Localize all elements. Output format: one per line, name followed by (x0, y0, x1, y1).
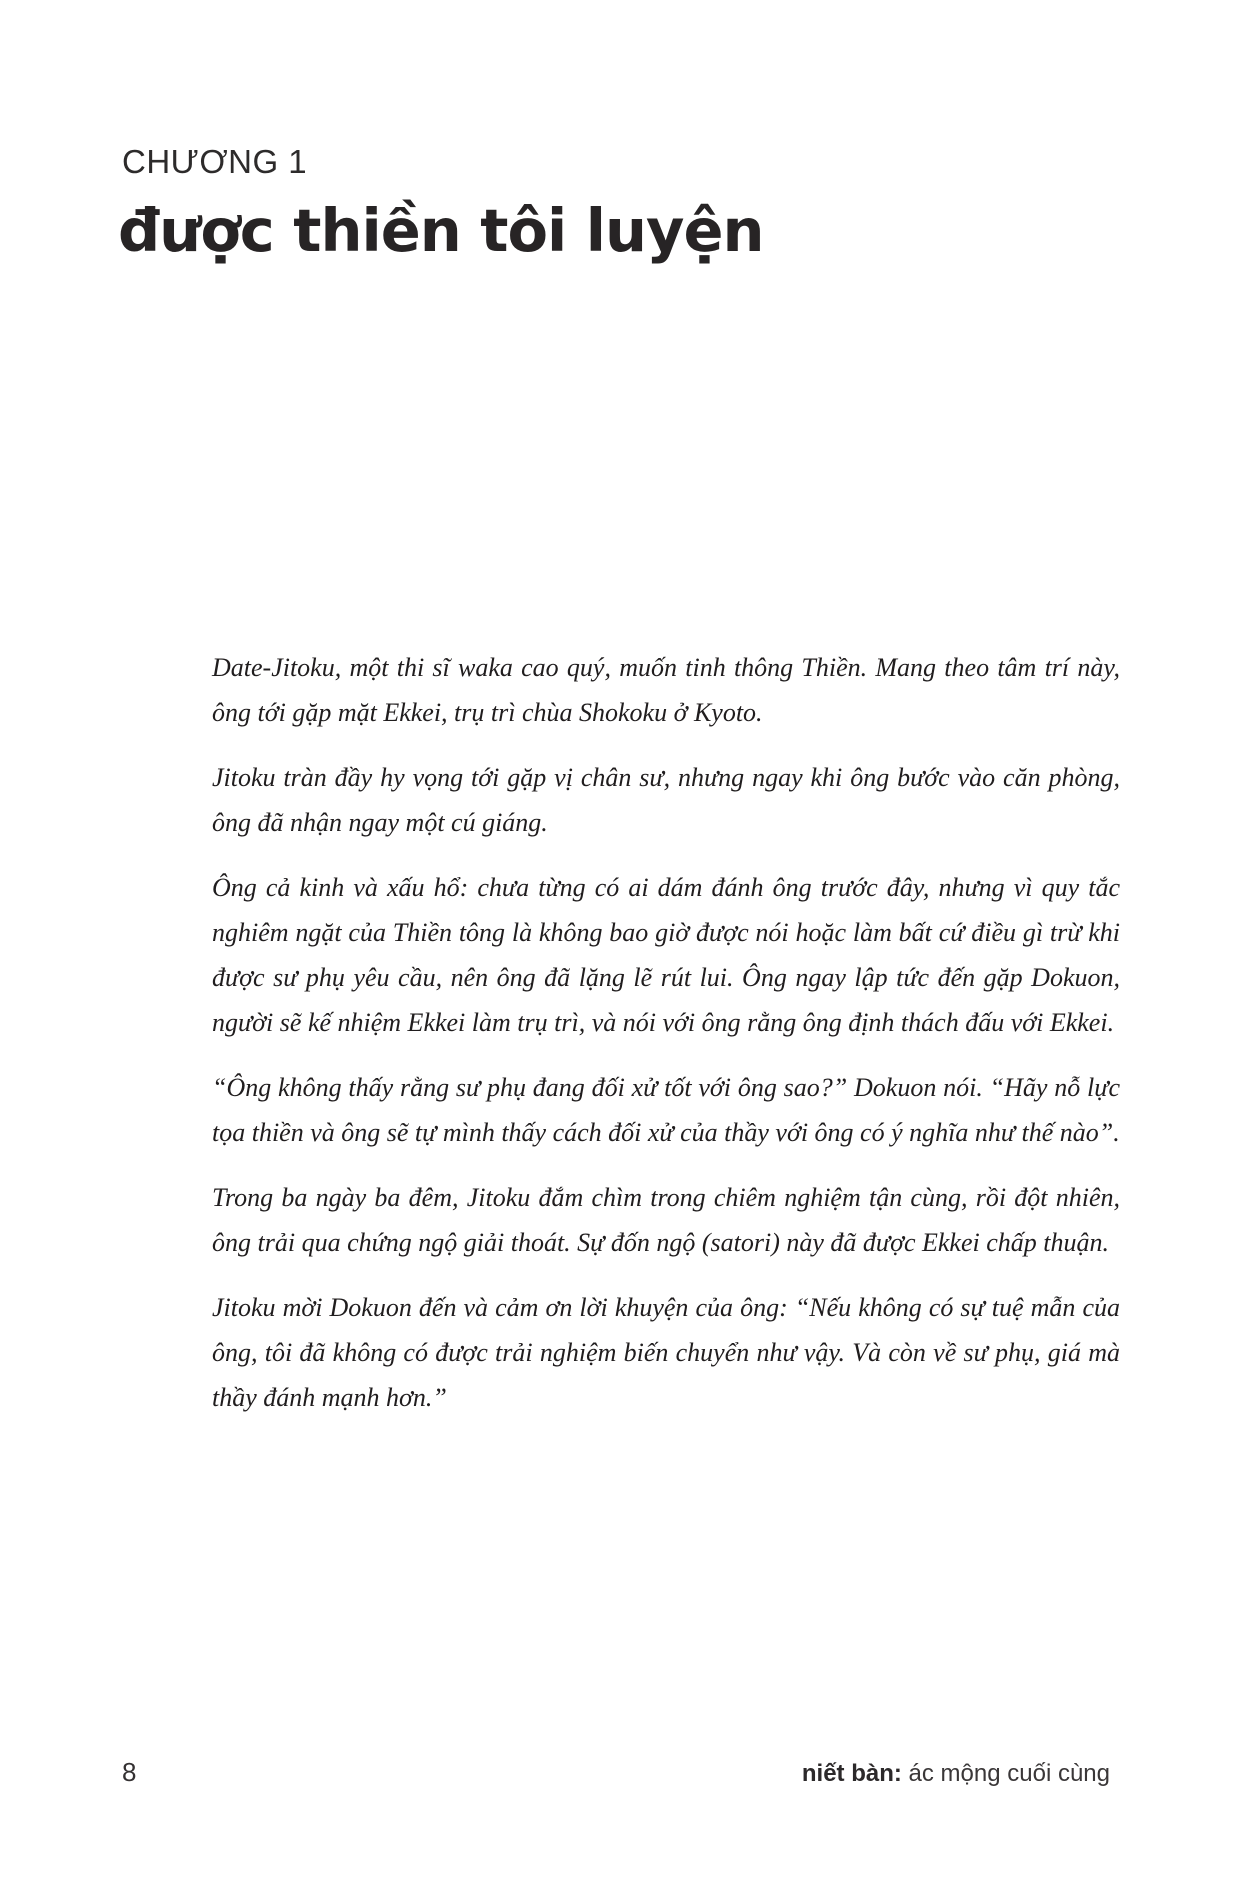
page-footer (122, 1757, 1110, 1788)
running-title-subtitle: ác mộng cuối cùng (901, 1760, 1110, 1787)
body-paragraph: Trong ba ngày ba đêm, Jitoku đắm chìm trong chiêm nghiệm tận cùng, rồi đột nhiên, ông trải qua chứng ngộ giải thoát. Sự đốn ngộ (satori) này đã được Ekkei chấp thuận. (212, 1183, 1120, 1257)
body-paragraph: Jitoku mời Dokuon đến và cảm ơn lời khuyện của ông: “Nếu không có sự tuệ mẫn của ông, tôi đã không có được trải nghiệm biến chuyển như vậy. Và còn về sư phụ, giá mà thầy đánh mạnh hơn.” (212, 1293, 1120, 1412)
running-title (802, 1760, 1110, 1788)
chapter-label: CHƯƠNG 1 (122, 143, 308, 180)
body-paragraph: Jitoku tràn đầy hy vọng tới gặp vị chân sư, nhưng ngay khi ông bước vào căn phòng, ông đã nhận ngay một cú giáng. (212, 763, 1120, 837)
body-paragraph: Ông cả kinh và xấu hổ: chưa từng có ai dám đánh ông trước đây, nhưng vì quy tắc nghiêm ngặt của Thiền tông là không bao giờ được nói hoặc làm bất cứ điều gì trừ khi được sư phụ yêu cầu, nên ông đã lặng lẽ rút lui. Ông ngay lập tức đến gặp Dokuon, người sẽ kế nhiệm Ekkei làm trụ trì, và nói với ông rằng ông định thách đấu với Ekkei. (212, 873, 1120, 1037)
chapter-title: được thiền tôi luyện (118, 196, 764, 265)
body-text-block (212, 645, 1120, 1440)
running-title-book-name: niết bàn: (801, 1760, 902, 1787)
page-number: 8 (122, 1757, 137, 1787)
body-paragraph: Date-Jitoku, một thi sĩ waka cao quý, muốn tinh thông Thiền. Mang theo tâm trí này, ông tới gặp mặt Ekkei, trụ trì chùa Shokoku ở Kyoto. (212, 653, 1120, 727)
body-paragraph: “Ông không thấy rằng sư phụ đang đối xử tốt với ông sao?” Dokuon nói. “Hãy nỗ lực tọa thiền và ông sẽ tự mình thấy cách đối xử của thầy với ông có ý nghĩa như thế nào”. (212, 1073, 1120, 1147)
